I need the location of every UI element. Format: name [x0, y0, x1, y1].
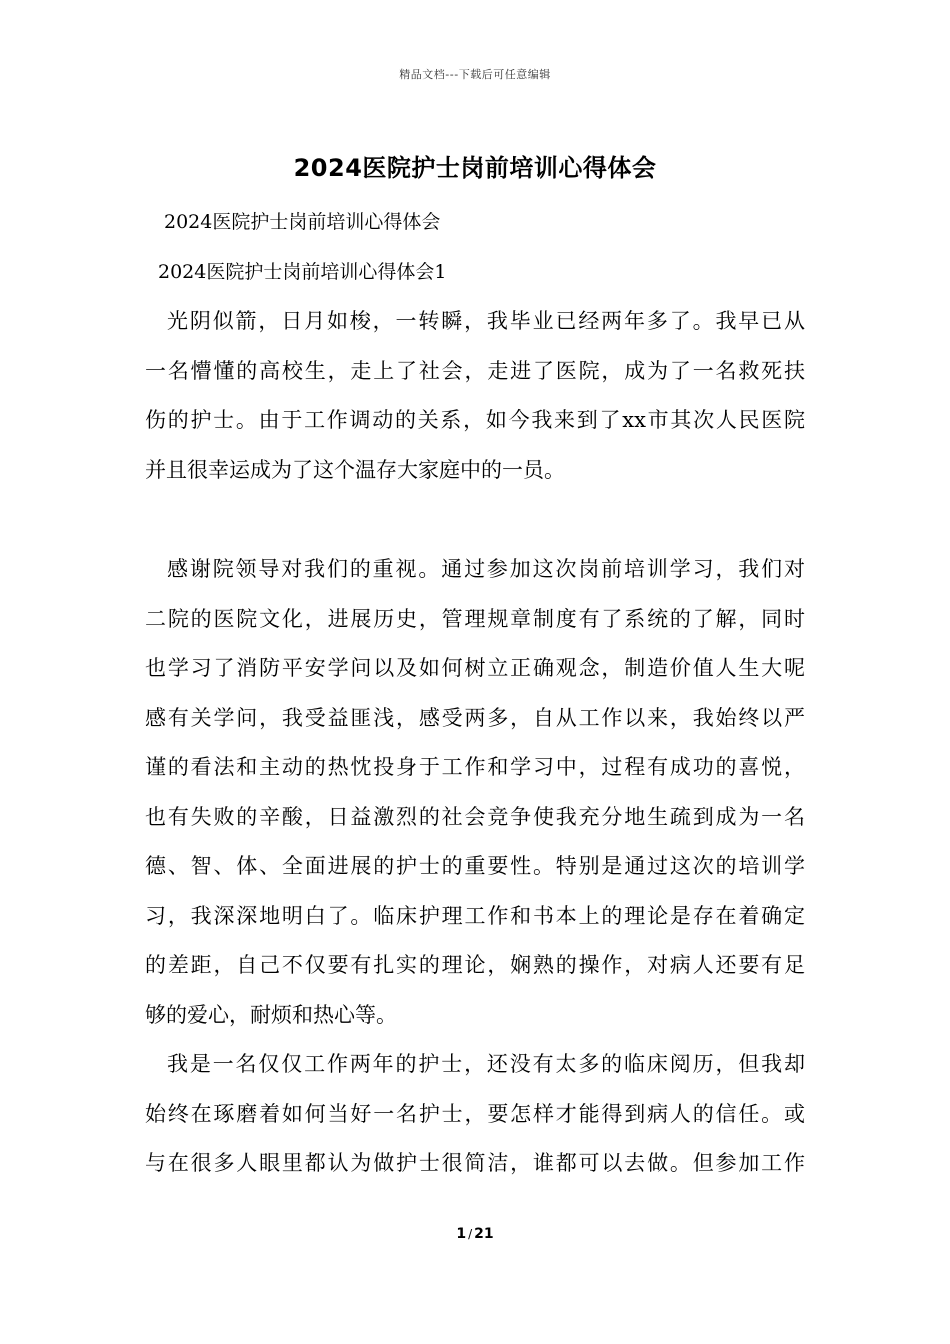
page-header: 精品文档---下载后可任意编辑 — [399, 68, 551, 81]
page-number — [0, 1226, 950, 1242]
paragraph-line: 也学习了消防平安学问以及如何树立正确观念，制造价值人生大呢 — [145, 656, 805, 680]
paragraph-line: 德、智、体、全面进展的护士的重要性。特别是通过这次的培训学 — [145, 854, 805, 878]
paragraph-line: 感有关学问，我受益匪浅，感受两多，自从工作以来，我始终以严 — [145, 705, 805, 730]
paragraph-line: 并且很幸运成为了这个温存大家庭中的一员。 — [145, 457, 565, 482]
total-pages: 21 — [474, 1226, 494, 1242]
paragraph-line: 光阴似箭，日月如梭，一转瞬，我毕业已经两年多了。我早已从 — [167, 309, 805, 333]
paragraph-3 — [145, 1040, 805, 1189]
paragraph-1 — [145, 297, 805, 495]
paragraph-line: 与在很多人眼里都认为做护士很简洁，谁都可以去做。但参加工作 — [145, 1151, 805, 1175]
paragraph-line: 伤的护士。由于工作调动的关系，如今我来到了xx市其次人民医院 — [145, 408, 805, 432]
document-subtitle: 2024医院护士岗前培训心得体会 — [164, 211, 441, 233]
paragraph-line: 的差距，自己不仅要有扎实的理论，娴熟的操作，对病人还要有足 — [145, 953, 805, 977]
paragraph-line: 二院的医院文化，进展历史，管理规章制度有了系统的了解，同时 — [145, 606, 805, 631]
paragraph-line: 一名懵懂的高校生，走上了社会，走进了医院，成为了一名救死扶 — [145, 358, 805, 383]
page-separator: / — [468, 1227, 473, 1241]
paragraph-line: 感谢院领导对我们的重视。通过参加这次岗前培训学习，我们对 — [167, 557, 805, 581]
paragraph-2 — [145, 545, 805, 1040]
paragraph-line: 谨的看法和主动的热忱投身于工作和学习中，过程有成功的喜悦， — [145, 755, 805, 779]
section-heading: 2024医院护士岗前培训心得体会1 — [158, 261, 447, 283]
paragraph-line: 我是一名仅仅工作两年的护士，还没有太多的临床阅历，但我却 — [167, 1052, 805, 1076]
paragraph-line: 习，我深深地明白了。临床护理工作和书本上的理论是存在着确定 — [145, 903, 805, 928]
paragraph-line: 够的爱心，耐烦和热心等。 — [145, 1002, 397, 1027]
paragraph-line: 也有失败的辛酸，日益激烈的社会竞争使我充分地生疏到成为一名 — [145, 804, 805, 829]
current-page-number: 1 — [456, 1226, 467, 1242]
document-title: 2024医院护士岗前培训心得体会 — [293, 154, 657, 182]
paragraph-line: 始终在琢磨着如何当好一名护士，要怎样才能得到病人的信任。或 — [145, 1101, 805, 1126]
